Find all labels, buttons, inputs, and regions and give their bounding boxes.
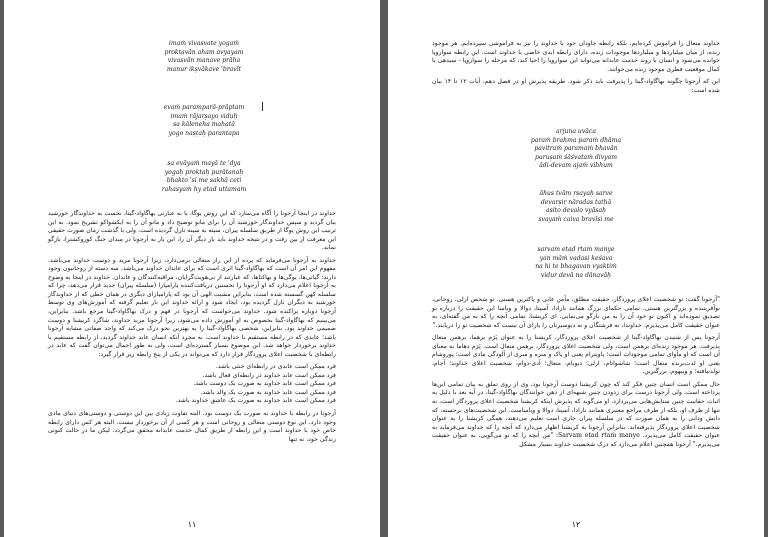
verse-line: devarṣir nāradas tathā (540, 198, 612, 206)
verse-line: āhus tvām ṛṣayaḥ sarve (539, 190, 613, 197)
sanskrit-verse-3 (496, 246, 656, 280)
page-number: ۱۲ (571, 520, 581, 529)
verse-line: bhakto 'si me sakhā ceti (166, 177, 242, 185)
verse-line: rahasyaṁ hy etad uttamam (161, 185, 247, 193)
list-item: فرد ممکن است عابد خداوند به صورت یک والد باشد. (200, 388, 336, 396)
verse-line: sarvam etad ṛtaṁ manye (537, 246, 615, 253)
sanskrit-verse-3 (124, 160, 284, 194)
sanskrit-verse-1 (124, 40, 284, 74)
paragraph: "آرجونا گفت: تو شخصیت اعلای پروردگار، حقیقت مطلق، مأمن غایی و پاکترین هستی. تو شخص ازلی، روحانی، نوآفریننده و بزرگترین هستی. تمامی حکمای بزرگ همانند نارادا، آسیتا، دوالا و ویاسا این حقیقت را درباره تو تصدیق نموده‌اند و اکنون تو خود آن را به من بازگو می‌نمایی. ای کریشنا، تمامی آنچه را که به من گفته‌ای، به عنوان حقیقت کامل می‌پذیرم. خداوندا، نه فرشتگان و نه دیوسیرتان را یارای آن نیست که شخصیت تو را دریابند." (432, 296, 720, 329)
list-item: فرد ممکن است عابد خداوند به صورت یک دوست باشد. (193, 380, 336, 388)
verse-line: sa kāleneha mahatā (173, 121, 235, 129)
paragraph: این که آرجونا چگونه بهاگاواد-گیتا را پذیرفت باید ذکر شود. طریقه پذیرش او در فصل دهم، آیات ۱۲ تا ۱۴ بیان شده است: (432, 78, 720, 94)
verse-line: sa evāyaṁ mayā te 'dya (167, 160, 241, 167)
verse-line: proktavān aham avyayam (164, 48, 244, 56)
verse-line: yogaḥ proktaḥ purātanaḥ (164, 168, 244, 176)
verse-line: evaṁ paramparā-prāptam (163, 104, 245, 111)
sanskrit-verse-2 (124, 104, 284, 138)
sanskrit-verse-1 (496, 128, 656, 171)
page-number: ۱۱ (187, 520, 197, 529)
verse-line: yogo naṣṭaḥ parantapa (168, 129, 240, 137)
paragraph: حال ممکن است انسان چنین فکر کند که چون کریشنا دوست آرجونا بود، وی از روی تملق به بیان تمامی این‌ها پرداخته است. ولی آرجونا درست برای زدودن چنین شبهه‌ای از ذهن خوانندگان بهاگاواد-گیتا، در آیه بعد با دلیل به اثبات حقانیت چنین ستایش‌هایی می‌پردازد. او می‌گوید که پذیرش اینکه کریشنا شخصیت اعلای پروردگار است، نه تنها از طرف او، بلکه از طرف مراجع معتبری همانند نارادا، آسیتا، دوالا و ویاساست. این شخصیت‌های برجسته، که دانش ودایی را به همان صورت که در سلسله پیران جاری است تعلیم می‌دهند، همگی کریشنا را به عنوان شخصیت اعلای پروردگار پذیرفته‌اند. بنابراین آرجونا به کریشنا اظهار می‌دارد که آنچه را که خداوند می‌فرماید به عنوان حقیقت کامل می‌پذیرد. Sarvam etad ṛtaṁ manye: "من آنچه را که تو می‌گویی، به عنوان حقیقت می‌پذیرم." آرجونا همچنین اعلام می‌دارد که درک شخصیت خداوند بسیار مشکل (431, 380, 721, 448)
list-item: فرد ممکن است عابد خداوند در رابطه‌ای فعال باشد. (202, 371, 336, 379)
paragraph: خداوند متعال را فراموش کرده‌ایم، بلکه رابطه جاودان خود با خداوند را نیز به فراموشی سپرده‌ایم. هر موجود زنده، از میان میلیاردها و میلیاردها موجودات زنده، دارای رابطه ابدی خاصی با خداوند است. این رابطه سواروپا خوانده می‌شود و انسان با روند خدمت عابدانه می‌تواند این سواروپا را احیا کند، که مرحله را سواروپا - سیدهی یا کمال موقعیت فطری موجود زنده می‌خوانند. (432, 40, 720, 73)
right-page (388, 0, 764, 537)
right-page-top-body (432, 40, 720, 99)
verse-line: svayaṁ caiva bravīṣi me (538, 215, 614, 223)
paragraph: آرجونا پس از شنیدن بهاگاواد-گیتا از شخصیت اعلای پروردگار، کریشنا را به عنوان پَرَم برهما، برهمن متعال پذیرفت. هر موجود زنده‌ای برهمن است، ولی شخصیت اعلای پروردگار، برهمن متعال است. پَرَم دهاما به معنای آن است که او مأوای تمامی موجودات است؛ پاویترام یعنی او پاک و منزه و مبری از آلودگی مادی است؛ پوروشام یعنی او لذت‌برنده متعال است؛ شاشواتام، ازلی؛ دیویام، متعال؛ آدی-دوام، شخصیت اعلای خداوند؛ آجام، تولدنیافته؛ و ویبهوم، بزرگترین. (432, 334, 720, 376)
paragraph: خداوند به آرجونا می‌فرماید که پرده از این راز متعالی برمی‌دارد، زیرا آرجونا مرید و دوست خداوند می‌باشد. مفهوم این امر آن است که بهاگاواد-گیتا اثری است که برای عابدان خداوند می‌باشد. سه دسته از روحانیون وجود دارند: گیانی‌ها، یوگی‌ها و بهاکتاها، که عبارتند از بی‌هویت‌گرایان، مراقبه‌کنندگان و عابدان. خداوند در اینجا به وضوح به آرجونا اعلام می‌دارد که او آرجونا را نخستین دریافت‌کننده پارامپارا (سلسله پیران) جدید قرار می‌دهد، چرا که سلسله کهن گسسته شده است. بنابراین مشیت الهی آن بود که پارامپارای دیگری در همان خطی که از خداوندگار خورشید به دیگران نازل گردیده بود، ایجاد شود و ارائه خداوند این بار تعلیم گرفته که آموزش‌های وی توسط آرجونا دوباره پراکنده شود. خداوند می‌خواست که آرجونا در فهم و درک بهاگاواد-گیتا مرجع باشد. بنابراین، می‌بینیم که بهاگاواد-گیتا بخصوص به او آموزش داده می‌شود، زیرا آرجونا مرید خداوند، شاگرد کریشنا و دوست صمیمی خداوند بود. بنابراین، شخصی بهاگاواد-گیتا را به بهترین نحو درک می‌کند که واجد صفاتی مشابه آرجونا باشد؛ عابدی که در رابطه مستقیم با خداوند است. به مجرد آنکه انسان عابد خداوند گردید، از رابطه مستقیم با خداوند برخوردار خواهد شد. این موضوع بسیار گسترده‌ای است، ولی به طور اجمال می‌توان گفت که عابد در رابطه‌ای با شخصیت اعلای پروردگار قرار دارد که می‌تواند در یکی از پنج رابطه زیر قرار گیرد: (48, 256, 336, 358)
verse-line: na hi te bhagavan vyaktiṁ (535, 263, 617, 271)
verse-line: paraṁ brahma paraṁ dhāma (530, 136, 622, 144)
verse-line: vivasvān manave prāha (167, 57, 241, 65)
verse-line: asito devalo vyāsaḥ (545, 207, 607, 215)
paragraph: آرجونا در رابطه با خداوند به صورت یک دوست بود. البته تفاوت زیادی بین این دوستی و دوستی‌های دنیای مادی وجود دارد. این نوع دوستی متعالی و روحانی است و هر کسی از آن برخوردار نیست. البته هر کس دارای رابطه خاص خود با خداوند است و این رابطه از طریق کمال خدمت عابدانه محقق می‌گردد. لیکن ما در حالت کنونی زندگی خود، نه تنها (48, 410, 336, 443)
right-page-bottom-body (432, 296, 720, 453)
verse-line: ādi-devam ajaṁ vibhum (539, 162, 613, 170)
left-page-body (48, 210, 336, 448)
list-item: فرد ممکن است عابد خداوند به صورت یک عاشق خداوند باشد. (175, 397, 336, 405)
verse-line: yan māṁ vadasi keśava (539, 254, 613, 262)
verse-line: pavitraṁ paramaṁ bhavān (534, 145, 618, 153)
paragraph: خداوند در اینجا آرجونا را آگاه می‌سازد که این روش یوگا، یا به عبارتی بهاگاواد-گیتا، نخست به خداوندگار خورشید بیان گردید و سپس خداوندگار خورشید آن را برای مانو توضیح داد و مانو آن را به ایکشواکو تشریح نمود. به این ترتیب این روش یوگا از طریق سلسله پیران، سینه به سینه نازل گردیده است. ولی با گذشت زمان صورت حقیقی این معرفت از بین رفت و در نتیجه خداوند باید بار دیگر آن را، این بار به آرجونا در میدان جنگ کوروکشترا، بازگو نماید. (48, 210, 336, 252)
text-cursor (262, 102, 263, 111)
verse-line: puruṣaṁ śāśvataṁ divyam (534, 153, 618, 161)
list-item: فرد ممکن است عابدی در رابطه‌ای خنثی باشد. (215, 363, 336, 371)
verse-line: vidur devā na dānavāḥ (540, 271, 612, 279)
verse-line: arjuna uvāca (556, 128, 596, 135)
verse-line: imaṁ rājarṣayo viduḥ (170, 112, 238, 120)
verse-line: manur ikṣvākave 'bravīt (166, 65, 242, 73)
sanskrit-verse-2 (496, 190, 656, 224)
left-page (4, 0, 380, 537)
verse-line: imaṁ vivasvate yogaṁ (168, 40, 240, 47)
